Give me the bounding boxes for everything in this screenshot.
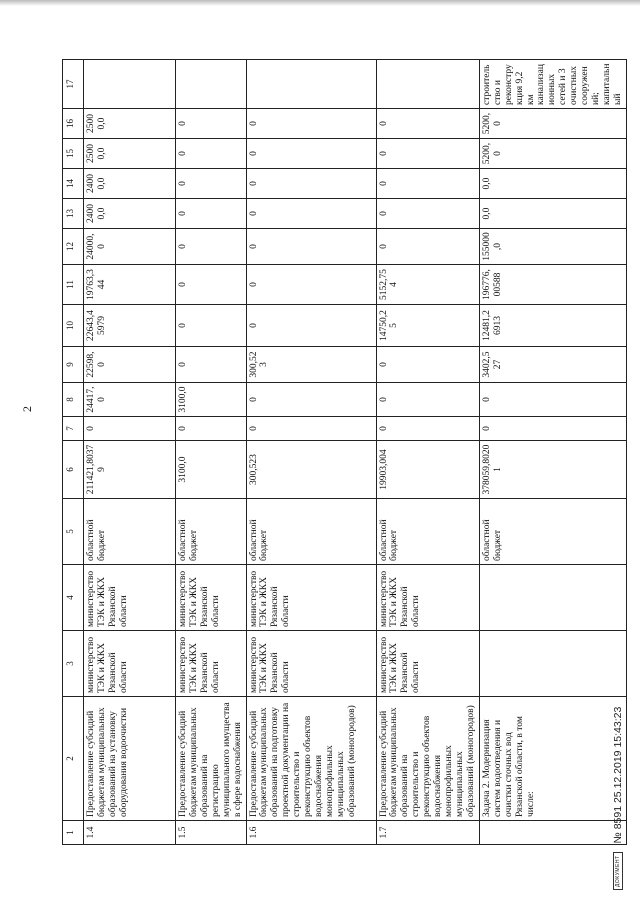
year-amount: 5200,0 [479, 139, 626, 169]
expected-result [376, 60, 479, 109]
column-header: 3 [63, 631, 84, 697]
year-amount: 196776,00588 [479, 265, 626, 305]
year-amount: 0 [246, 305, 376, 347]
year-amount: 0 [246, 265, 376, 305]
expected-result [176, 60, 247, 109]
column-header: 4 [63, 565, 84, 631]
table-row [176, 60, 247, 845]
year-amount: 5152,754 [376, 265, 479, 305]
year-amount: 0 [376, 417, 479, 441]
main-manager: министерство ТЭК и ЖКХ Рязанской области [84, 565, 176, 631]
year-amount: 14750,25 [376, 305, 479, 347]
responsible-executor: министерство ТЭК и ЖКХ Рязанской области [176, 631, 247, 697]
year-amount: 0 [176, 229, 247, 265]
year-amount: 0 [176, 265, 247, 305]
year-amount: 3402,527 [479, 347, 626, 383]
column-header: 14 [63, 169, 84, 199]
year-amount: 24000,0 [84, 229, 176, 265]
funding-source: областной бюджет [479, 499, 626, 565]
year-amount: 0 [376, 139, 479, 169]
table-row [246, 60, 376, 845]
total-amount: 300,523 [246, 441, 376, 499]
column-header: 12 [63, 229, 84, 265]
year-amount: 0,0 [479, 199, 626, 229]
barcode-stamp: ДОКУМЕНТ [613, 852, 623, 890]
table-row [376, 60, 479, 845]
responsible-executor: министерство ТЭК и ЖКХ Рязанской области [246, 631, 376, 697]
column-header: 17 [63, 60, 84, 109]
year-amount: 22643,45979 [84, 305, 176, 347]
column-header: 1 [63, 821, 84, 845]
responsible-executor: министерство ТЭК и ЖКХ Рязанской области [84, 631, 176, 697]
main-manager [479, 565, 626, 631]
activity-description: Предоставление субсидий бюджетам муниципальных образований на подготовку проектной документации на строительство и реконструкцию объектов водоснабжения монопрофильных муниципальных образований (моногородов) [246, 697, 376, 821]
year-amount: 24000,0 [84, 169, 176, 199]
year-amount: 0 [376, 199, 479, 229]
year-amount: 24000,0 [84, 199, 176, 229]
year-amount: 0 [176, 347, 247, 383]
main-manager: министерство ТЭК и ЖКХ Рязанской области [376, 565, 479, 631]
activity-description: Предоставление субсидий бюджетам муниципальных образований на установку оборудования водоочистки [84, 697, 176, 821]
funding-source: областной бюджет [376, 499, 479, 565]
table-row [84, 60, 176, 845]
year-amount: 0 [246, 199, 376, 229]
total-amount: 19903,004 [376, 441, 479, 499]
year-amount: 0 [246, 139, 376, 169]
year-amount: 300,523 [246, 347, 376, 383]
year-amount: 0 [376, 109, 479, 139]
registration-number-text: № 8591 25.12.2019 15:43:23 [612, 706, 624, 844]
activity-description: Предоставление субсидий бюджетам муниципальных образований на регистрацию муниципального имущества в сфере водоснабжения [176, 697, 247, 821]
total-amount: 378059,80201 [479, 441, 626, 499]
column-header: 2 [63, 697, 84, 821]
main-manager: министерство ТЭК и ЖКХ Рязанской области [176, 565, 247, 631]
column-header: 15 [63, 139, 84, 169]
table-row [479, 60, 626, 845]
year-amount: 0 [84, 417, 176, 441]
year-amount: 0 [376, 383, 479, 417]
year-amount: 0 [376, 169, 479, 199]
year-amount: 0 [246, 229, 376, 265]
total-amount: 211421,80379 [84, 441, 176, 499]
year-amount: 0 [176, 417, 247, 441]
year-amount: 24417,0 [84, 383, 176, 417]
row-number [479, 821, 626, 845]
year-amount: 0 [246, 383, 376, 417]
funding-source: областной бюджет [176, 499, 247, 565]
responsible-executor [479, 631, 626, 697]
row-number: 1.5 [176, 821, 247, 845]
row-number: 1.6 [246, 821, 376, 845]
year-amount: 0 [176, 169, 247, 199]
year-amount: 0 [246, 417, 376, 441]
year-amount: 155000,0 [479, 229, 626, 265]
year-amount: 3100,0 [176, 383, 247, 417]
year-amount: 19763,344 [84, 265, 176, 305]
row-number: 1.7 [376, 821, 479, 845]
program-activities-table [62, 59, 627, 845]
activity-description: Задача 2. Модернизация систем водоотведения и очистки сточных вод Рязанской области, в том числе: [479, 697, 626, 821]
column-header: 11 [63, 265, 84, 305]
column-header: 9 [63, 347, 84, 383]
year-amount: 12481,26913 [479, 305, 626, 347]
responsible-executor: министерство ТЭК и ЖКХ Рязанской области [376, 631, 479, 697]
funding-source: областной бюджет [84, 499, 176, 565]
year-amount: 25000,0 [84, 109, 176, 139]
year-amount: 22598,0 [84, 347, 176, 383]
page-number: 2 [20, 406, 34, 412]
year-amount: 0 [479, 383, 626, 417]
column-header: 6 [63, 441, 84, 499]
column-header: 5 [63, 499, 84, 565]
registration-stamp [612, 707, 624, 890]
year-amount: 0 [176, 139, 247, 169]
funding-source: областной бюджет [246, 499, 376, 565]
expected-result [246, 60, 376, 109]
year-amount: 0 [176, 109, 247, 139]
year-amount: 0 [479, 417, 626, 441]
column-header: 13 [63, 199, 84, 229]
column-header: 16 [63, 109, 84, 139]
column-header: 10 [63, 305, 84, 347]
expected-result [84, 60, 176, 109]
expected-result: строительство и реконструкция 9,2 км канализационных сетей и 3 очистных сооружений; капитальный [479, 60, 626, 109]
year-amount: 25000,0 [84, 139, 176, 169]
column-header: 8 [63, 383, 84, 417]
year-amount: 5200,0 [479, 109, 626, 139]
year-amount: 0 [376, 347, 479, 383]
activity-description: Предоставление субсидий бюджетам муниципальных образований на строительство и реконструкцию объектов водоснабжения монопрофильных муниципальных образований (моногородов) [376, 697, 479, 821]
year-amount: 0 [246, 169, 376, 199]
column-number-row [63, 60, 84, 845]
column-header: 7 [63, 417, 84, 441]
main-manager: министерство ТЭК и ЖКХ Рязанской области [246, 565, 376, 631]
total-amount: 3100,0 [176, 441, 247, 499]
year-amount: 0 [376, 229, 479, 265]
year-amount: 0 [176, 199, 247, 229]
year-amount: 0 [246, 109, 376, 139]
year-amount: 0,0 [479, 169, 626, 199]
year-amount: 0 [176, 305, 247, 347]
row-number: 1.4 [84, 821, 176, 845]
